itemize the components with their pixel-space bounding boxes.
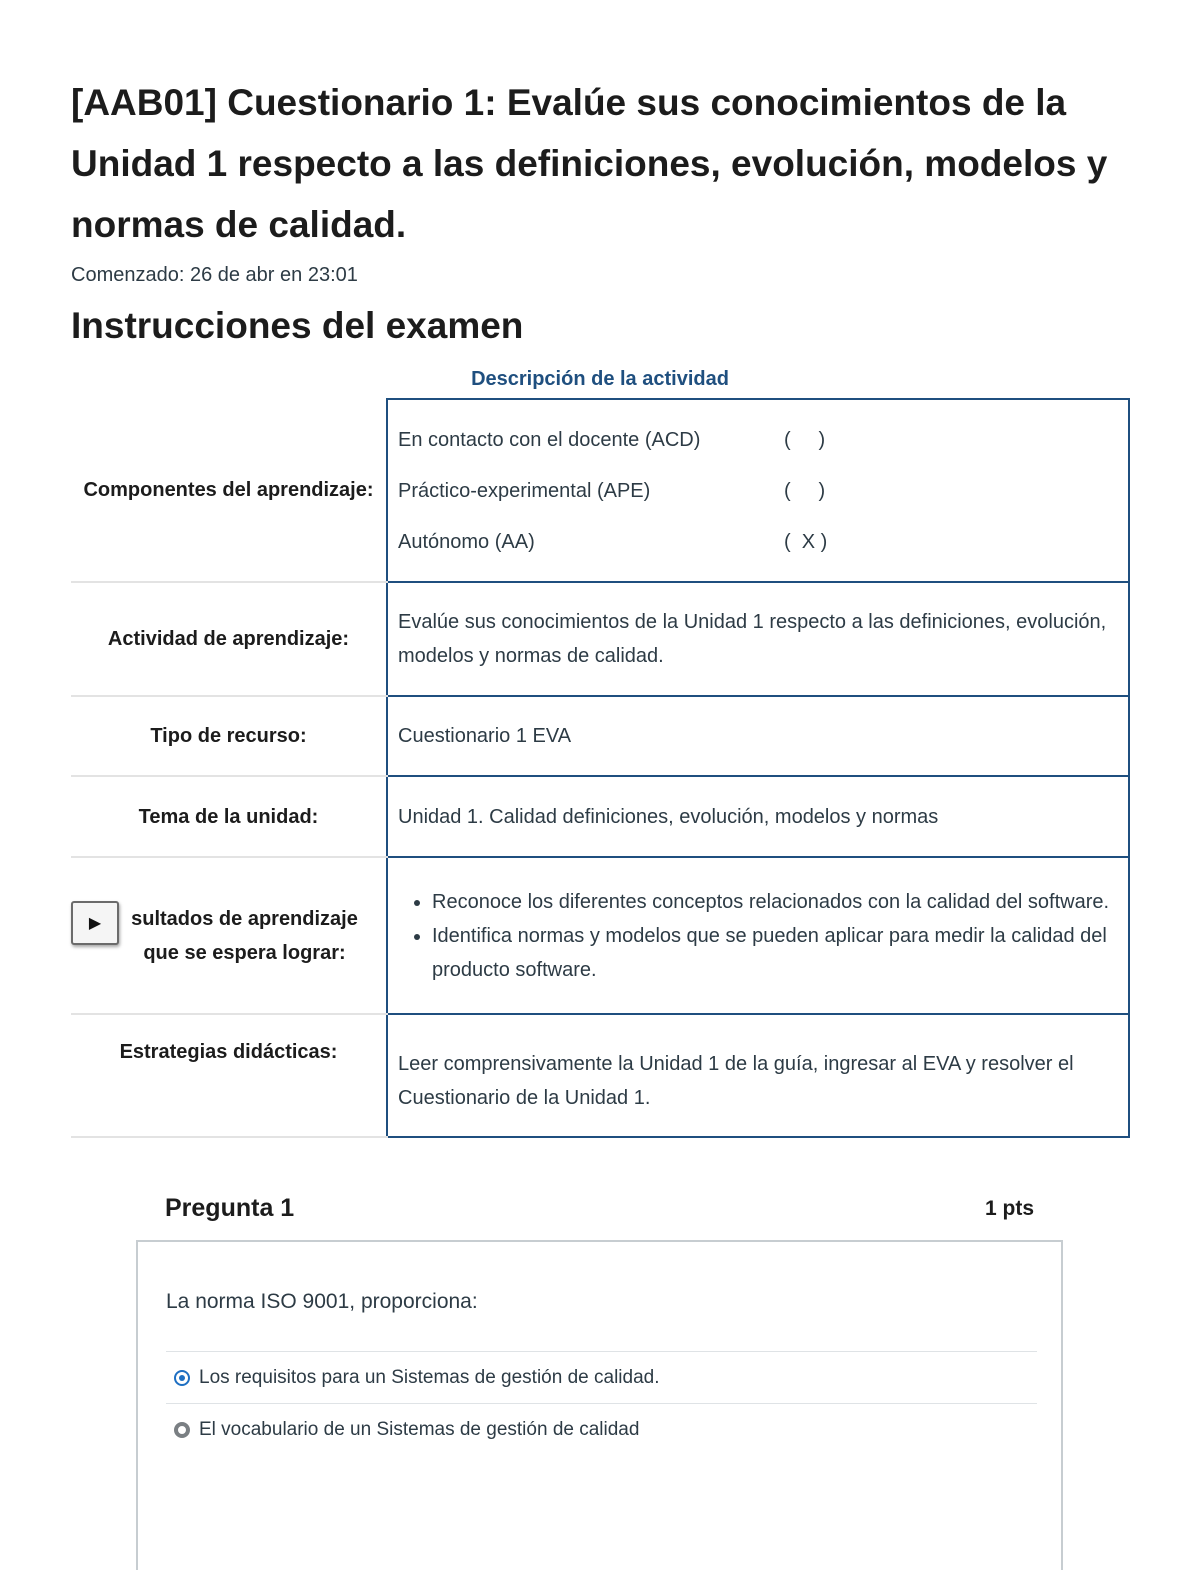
components-row: [71, 399, 1129, 582]
activity-label: Actividad de aprendizaje:: [71, 582, 387, 696]
question-header: [136, 1180, 1064, 1240]
component-item: [398, 516, 1118, 567]
component-item: [398, 414, 1118, 465]
component-label: En contacto con el docente (ACD): [398, 428, 701, 451]
instructions-heading: Instrucciones del examen: [71, 305, 524, 346]
answer-option[interactable]: [166, 1351, 1037, 1404]
topic-row: [71, 776, 1129, 857]
results-cell: [387, 857, 1129, 1014]
results-label: sultados de aprendizaje que se espera lograr:: [71, 857, 387, 1014]
question-points: 1 pts: [984, 1197, 1034, 1220]
topic-value: Unidad 1. Calidad definiciones, evolución, modelos y normas: [387, 776, 1129, 857]
resource-value: Cuestionario 1 EVA: [387, 696, 1129, 776]
activity-row: [71, 582, 1129, 696]
quiz-title: [AAB01] Cuestionario 1: Evalúe sus conocimientos de la Unidad 1 respecto a las definiciones, evolución, modelos y normas de calidad.: [71, 82, 1108, 245]
component-mark: ( ): [784, 428, 826, 451]
resource-row: [71, 696, 1129, 776]
components-cell: [387, 399, 1129, 582]
component-mark: ( X ): [784, 530, 828, 553]
play-button[interactable]: [71, 901, 119, 945]
activity-value: Evalúe sus conocimientos de la Unidad 1 respecto a las definiciones, evolución, modelos y normas de calidad.: [387, 582, 1129, 696]
radio-selected-icon[interactable]: [174, 1370, 190, 1386]
results-list: [398, 885, 1118, 987]
resource-label: Tipo de recurso:: [71, 696, 387, 776]
strategies-row: [71, 1014, 1129, 1137]
strategies-label: Estrategias didácticas:: [71, 1014, 387, 1137]
list-item: • Identifica normas y modelos que se pueden aplicar para medir la calidad del producto software.: [432, 919, 1118, 987]
component-mark: ( ): [784, 479, 826, 502]
component-label: Práctico-experimental (APE): [398, 479, 651, 502]
component-label: Autónomo (AA): [398, 530, 535, 553]
answer-option[interactable]: [166, 1403, 1037, 1456]
radio-unselected-icon[interactable]: [174, 1422, 190, 1438]
strategies-value: Leer comprensivamente la Unidad 1 de la guía, ingresar al EVA y resolver el Cuestionario de la Unidad 1.: [387, 1014, 1129, 1137]
started-timestamp: Comenzado: 26 de abr en 23:01: [71, 264, 358, 286]
activity-description-table: [71, 398, 1130, 1138]
answer-text: El vocabulario de un Sistemas de gestión de calidad: [199, 1419, 640, 1440]
topic-label: Tema de la unidad:: [71, 776, 387, 857]
results-row: [71, 857, 1129, 1014]
question-text: La norma ISO 9001, proporciona:: [166, 1290, 478, 1313]
components-label: Componentes del aprendizaje:: [71, 399, 387, 582]
answer-text: Los requisitos para un Sistemas de gestión de calidad.: [199, 1367, 660, 1388]
activity-description-caption: Descripción de la actividad: [471, 368, 729, 390]
question-body: [136, 1240, 1063, 1570]
play-icon: ▶: [88, 915, 102, 932]
list-item: • Reconoce los diferentes conceptos relacionados con la calidad del software.: [432, 885, 1118, 919]
component-item: [398, 465, 1118, 516]
question-title: Pregunta 1: [165, 1194, 295, 1222]
